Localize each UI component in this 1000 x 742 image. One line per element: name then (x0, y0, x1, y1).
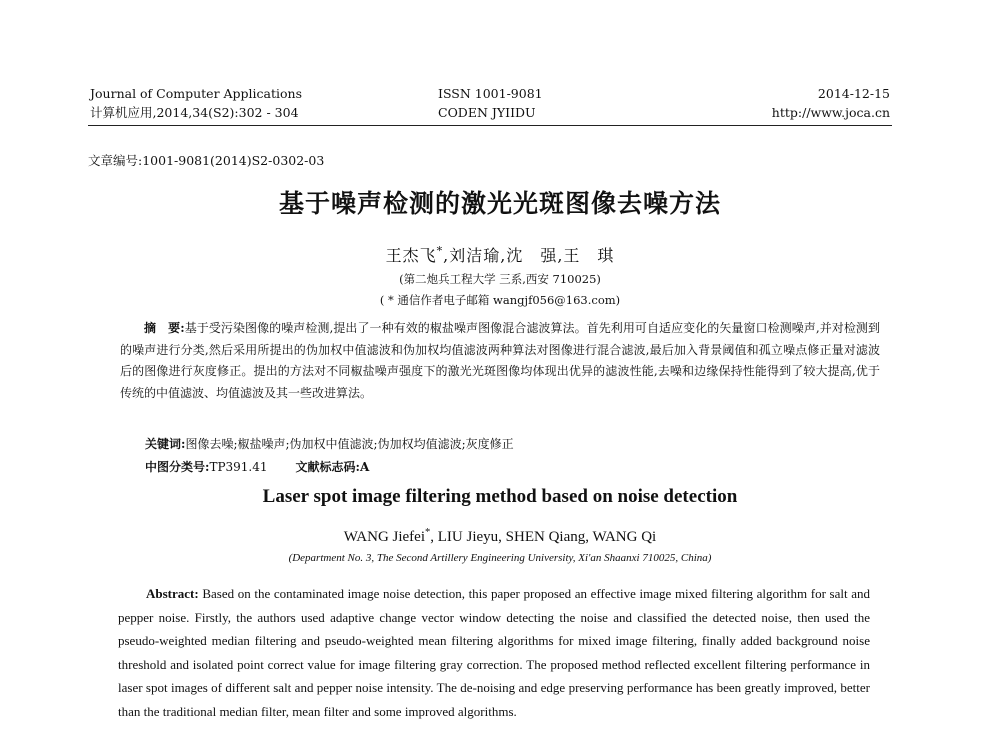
journal-citation-zh: 计算机应用,2014,34(S2):302 - 304 (90, 105, 299, 120)
title-zh: 基于噪声检测的激光光斑图像去噪方法 (278, 189, 721, 218)
affiliation-en: (Department No. 3, The Second Artillery Engineering University, Xi'an Shaanxi 710025, China) (288, 552, 712, 564)
abstract-text-zh: 基于受污染图像的噪声检测,提出了一种有效的椒盐噪声图像混合滤波算法。首先利用可自适应变化的矢量窗口检测噪声,并对检测到的噪声进行分类,然后采用所提出的伪加权中值滤波和伪加权均值滤波两种算法对图像进行混合滤波,最后加入背景阈值和孤立噪点修正量对滤波后的图像进行灰度修正。提出的方法对不同椒盐噪声强度下的激光光斑图像均体现出优异的滤波性能,去噪和边缘保持性能得到了较大提高,优于传统的中值滤波、均值滤波及其一些改进算法。 (120, 321, 880, 400)
authors-zh (0, 243, 1000, 266)
journal-name-en: Journal of Computer Applications (90, 86, 303, 101)
corresponding-email: ( * 通信作者电子邮箱 wangjf056@163.com) (379, 293, 621, 307)
abstract-label-en: Abstract: (146, 586, 199, 601)
title-en: Laser spot image filtering method based on noise detection (262, 486, 738, 507)
journal-header-center (438, 84, 543, 122)
keywords-label-zh: 关键词: (145, 437, 186, 451)
author-first-zh: 王杰飞 (385, 246, 437, 265)
author-rest-zh: ,刘洁瑜,沈 强,王 琪 (443, 246, 615, 265)
corresponding-mark: * (436, 244, 444, 258)
journal-url[interactable]: http://www.joca.cn (771, 105, 890, 120)
article-number: 文章编号:1001-9081(2014)S2-0302-03 (88, 153, 325, 168)
author-first-en: WANG Jiefei (343, 529, 426, 545)
abstract-en (118, 582, 870, 723)
coden: CODEN JYIIDU (438, 105, 536, 120)
affiliation-zh: (第二炮兵工程大学 三系,西安 710025) (399, 272, 601, 286)
corresponding-mark-en: * (425, 527, 431, 538)
class-label: 中图分类号: (145, 460, 210, 474)
journal-header-left (90, 84, 302, 122)
keywords-text-zh: 图像去噪;椒盐噪声;伪加权中值滤波;伪加权均值滤波;灰度修正 (185, 437, 514, 451)
issn: ISSN 1001-9081 (438, 86, 543, 101)
classification-zh (145, 458, 369, 475)
publish-date: 2014-12-15 (817, 86, 890, 101)
class-value: TP391.41 (209, 460, 268, 474)
author-rest-en: , LIU Jieyu, SHEN Qiang, WANG Qi (430, 529, 657, 545)
abstract-label-zh: 摘 要: (144, 321, 185, 335)
journal-header-right (772, 84, 890, 122)
header-divider (88, 125, 892, 126)
authors-en (0, 527, 1000, 546)
doc-code-label: 文献标志码: (295, 460, 360, 474)
doc-code-value: A (359, 460, 370, 474)
abstract-zh (120, 318, 880, 404)
abstract-text-en: Based on the contaminated image noise detection, this paper proposed an effective image mixed filtering algorithm for salt and pepper noise. Firstly, the authors used adaptive change vector window detecting the noise and classified the detected noise, then used the pseudo-weighted median filtering and pseudo-weighted mean filtering algorithms for mixed image filtering, finally added background noise threshold and isolated point correct value for image filtering gray correction. The proposed method reflected excellent filtering performance in laser spot images of different salt and pepper noise intensity. The de-noising and edge preserving performance has been greatly improved, better than the traditional median filter, mean filter and some improved algorithms. (118, 586, 871, 719)
keywords-zh (145, 435, 514, 452)
